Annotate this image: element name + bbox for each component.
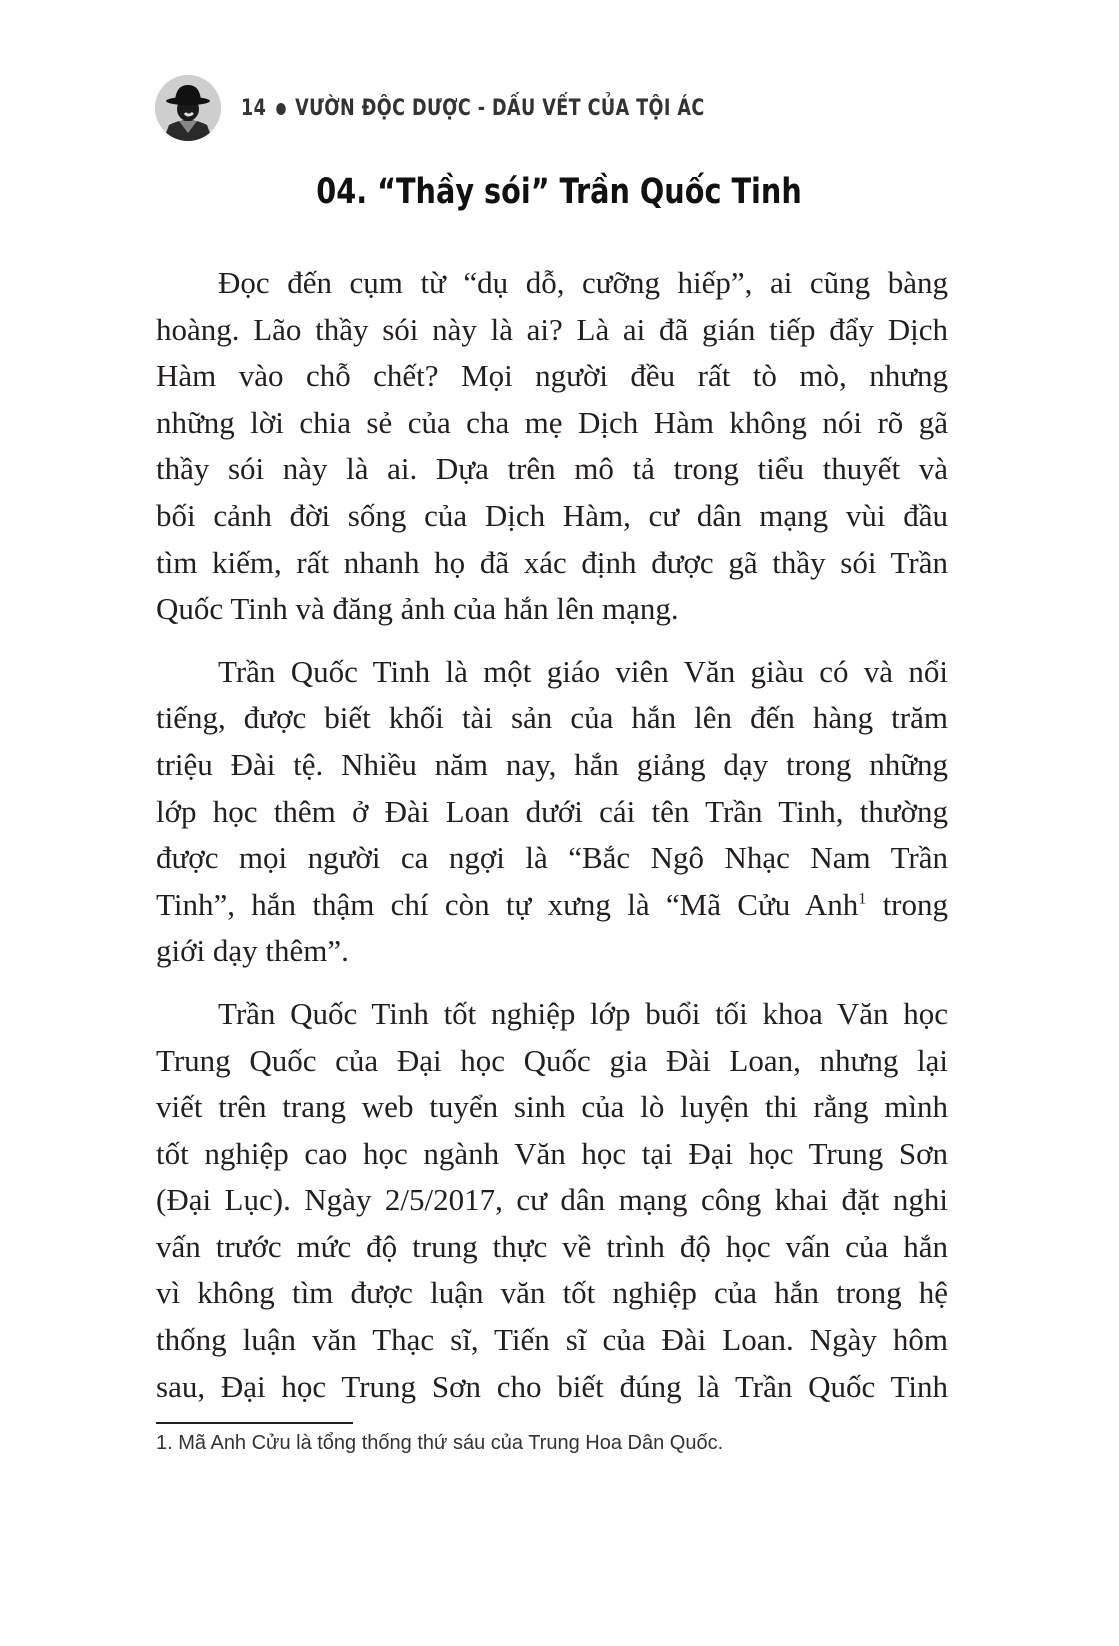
text-line: thầy sói này là ai. Dựa trên mô tả trong tiểu thuyết và [156,451,948,487]
running-header [155,75,821,141]
text-line: tìm kiếm, rất nhanh họ đã xác định được gã thầy sói Trần [156,544,948,580]
text-line: hoàng. Lão thầy sói này là ai? Là ai đã gián tiếp đẩy Dịch [156,311,948,347]
detective-avatar-icon [155,75,221,141]
text-line: Tinh”, hắn thậm chí còn tự xưng là “Mã Cửu Anh$^1$ trong [156,886,949,922]
text-line: (Đại Lục). Ngày 2/5/2017, cư dân mạng công khai đặt nghi [156,1182,948,1218]
paragraph-2 [156,649,948,975]
text-line: Hàm vào chỗ chết? Mọi người đều rất tò mò, nhưng [156,358,948,394]
text-line: Quốc Tinh và đăng ảnh của hắn lên mạng. [156,591,679,627]
text-line: lớp học thêm ở Đài Loan dưới cái tên Trần Tinh, thường [156,793,948,829]
footnote-reference[interactable]: 1 [858,890,867,908]
text-line: thống luận văn Thạc sĩ, Tiến sĩ của Đài Loan. Ngày hôm [156,1322,948,1358]
text-line: giới dạy thêm”. [156,933,349,969]
text-line: triệu Đài tệ. Nhiều năm nay, hắn giảng dạy trong những [156,746,948,782]
book-title: VƯỜN ĐỘC DƯỢC - DẤU VẾT CỦA TỘI ÁC [295,95,705,121]
text-line: viết trên trang web tuyển sinh của lò luyện thi rằng mình [156,1089,948,1125]
text-line: tốt nghiệp cao học ngành Văn học tại Đại học Trung Sơn [156,1135,948,1171]
bullet-dot-icon [276,103,286,115]
chapter-title: 04. “Thầy sói” Trần Quốc Tinh [316,172,803,212]
body-text [156,260,948,1426]
text-line: tiếng, được biết khối tài sản của hắn lên đến hàng trăm [156,700,948,736]
running-title [241,96,705,121]
text-line: vấn trước mức độ trung thực về trình độ học vấn của hắn [156,1228,948,1264]
text-line: những lời chia sẻ của cha mẹ Dịch Hàm không nói rõ gã [156,404,948,440]
text-line: bối cảnh đời sống của Dịch Hàm, cư dân mạng vùi đầu [156,497,948,533]
page-number: 14 [241,95,267,121]
paragraph-3 [156,991,948,1410]
text-line: được mọi người ca ngợi là “Bắc Ngô Nhạc Nam Trần [156,840,948,876]
text-line: sau, Đại học Trung Sơn cho biết đúng là Trần Quốc Tinh [156,1368,948,1404]
paragraph-1 [156,260,948,633]
footnote-divider [156,1422,353,1424]
text-line: Đọc đến cụm từ “dụ dỗ, cưỡng hiếp”, ai cũng bàng [218,265,948,300]
text-line: Trung Quốc của Đại học Quốc gia Đài Loan, nhưng lại [156,1042,948,1078]
text-line: Trần Quốc Tinh tốt nghiệp lớp buổi tối khoa Văn học [218,995,948,1031]
footnote: 1. Mã Anh Cửu là tổng thống thứ sáu của Trung Hoa Dân Quốc. [156,1432,724,1454]
text-line: vì không tìm được luận văn tốt nghiệp của hắn trong hệ [156,1275,948,1311]
text-line: Trần Quốc Tinh là một giáo viên Văn giàu có và nổi [218,653,948,689]
